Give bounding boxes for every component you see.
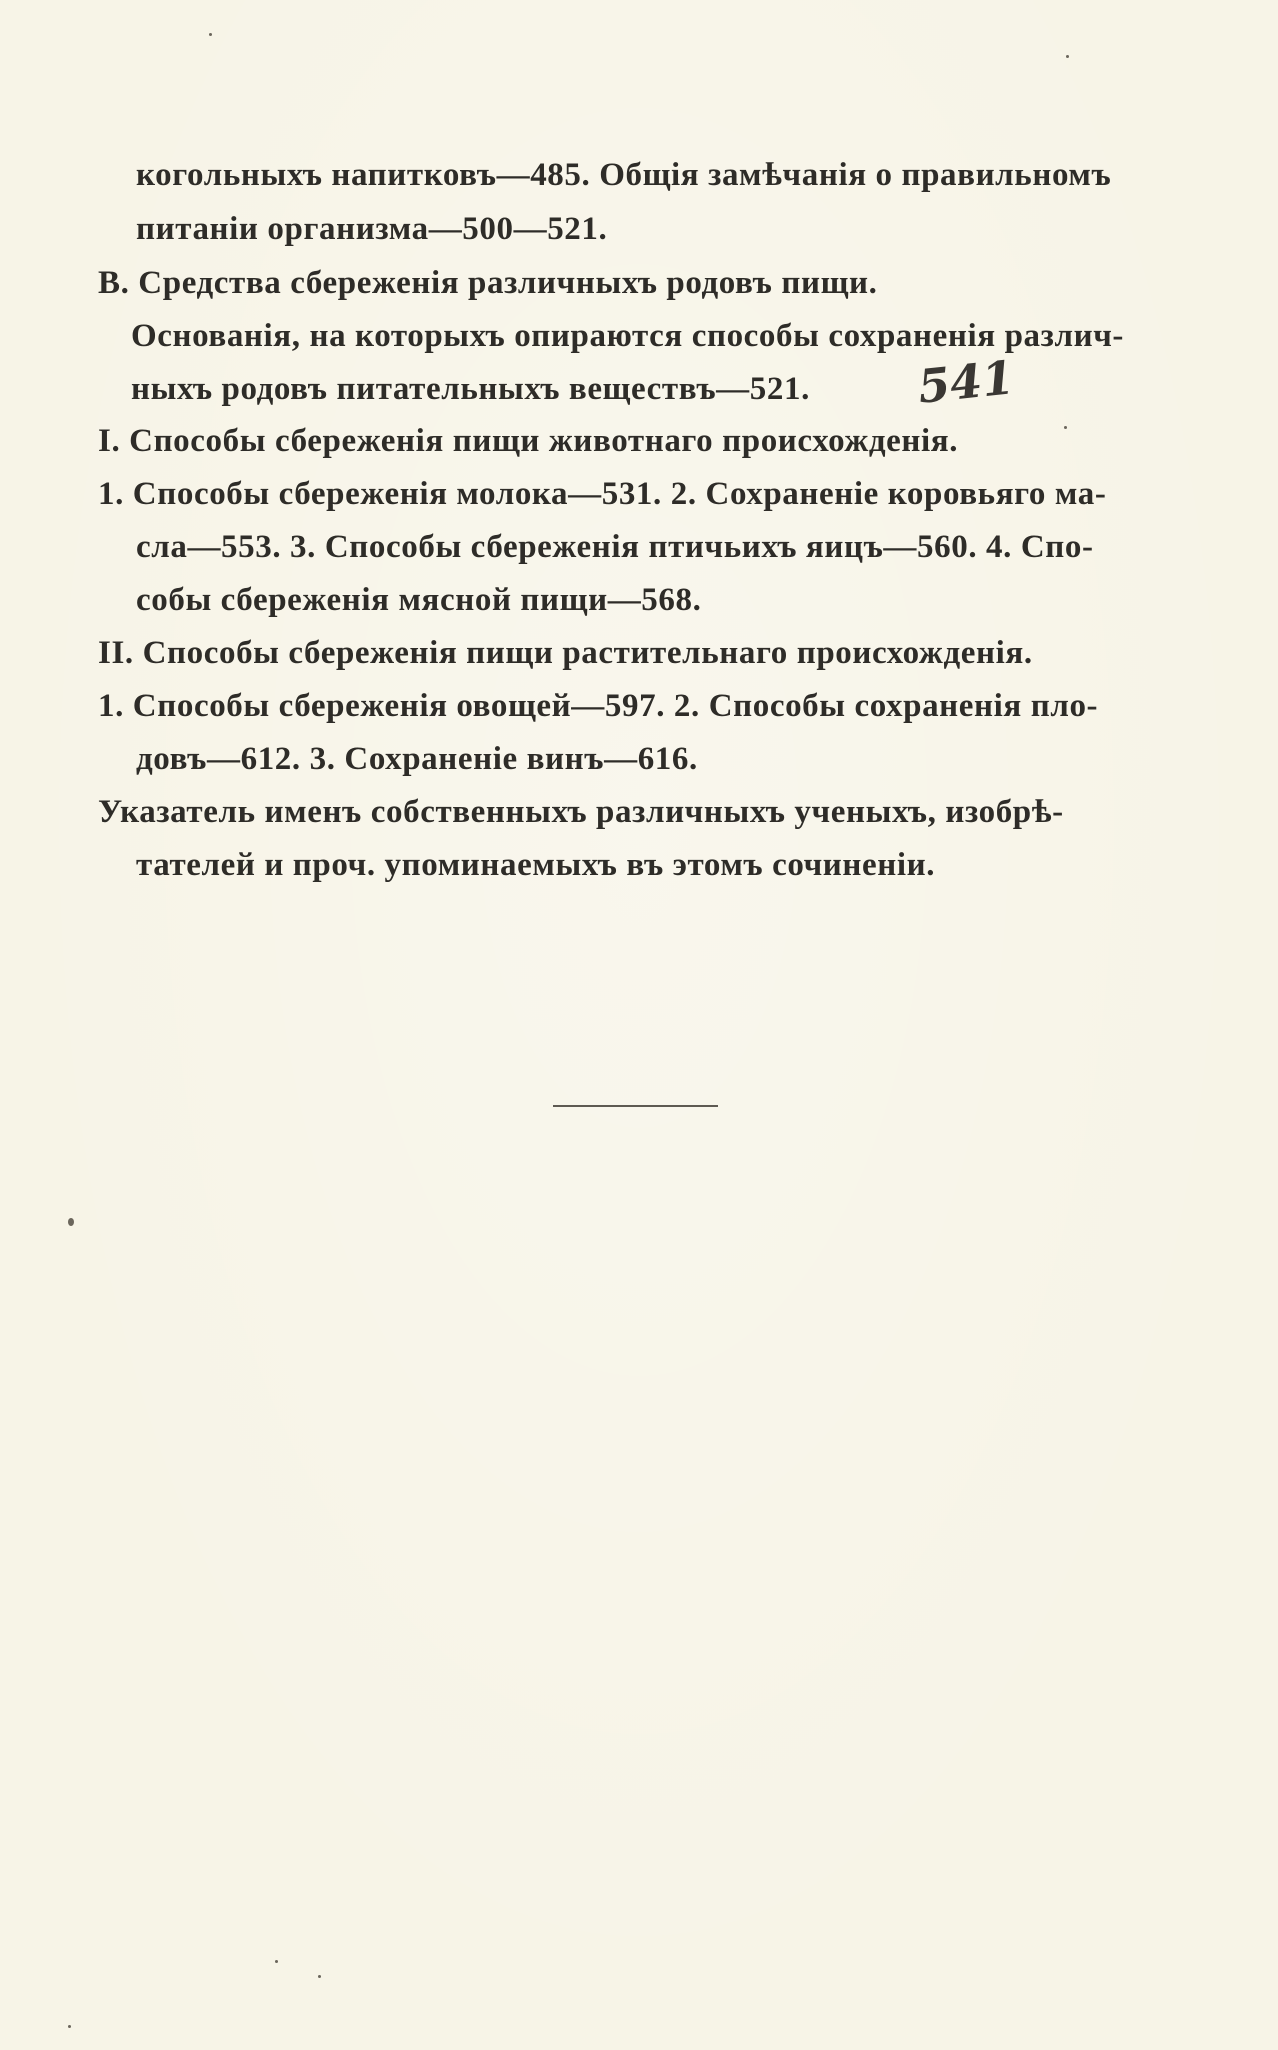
text-line-12: довъ—612. 3. Сохраненіе винъ—616. (136, 741, 698, 777)
text-line-9: собы сбереженія мясной пищи—568. (136, 582, 702, 618)
subsection-heading-i: I. Способы сбереженія пищи животнаго происхожденія. (98, 423, 959, 459)
ink-speck (68, 2025, 71, 2028)
ink-speck (209, 33, 212, 36)
text-line-2: питаніи организма—500—521. (136, 211, 608, 247)
text-line-4: Основанія, на которыхъ опираются способы сохраненія различ- (131, 318, 1125, 354)
section-heading-v: В. Средства сбереженія различныхъ родовъ пищи. (98, 265, 878, 301)
index-entry-line-2: тателей и проч. упоминаемыхъ въ этомъ сочиненіи. (136, 847, 936, 883)
ink-speck (1066, 55, 1069, 58)
ink-speck (318, 1975, 321, 1978)
ink-speck (275, 1960, 278, 1963)
closing-rule (553, 1105, 718, 1107)
subsection-heading-ii: II. Способы сбереженія пищи растительнаго происхожденія. (98, 635, 1033, 671)
text-line-7: 1. Способы сбереженія молока—531. 2. Сохраненіе коровьяго ма- (98, 476, 1107, 512)
ink-speck (1064, 426, 1067, 429)
text-line-1: когольныхъ напитковъ—485. Общія замѣчанія о правильномъ (136, 157, 1112, 193)
text-line-5: ныхъ родовъ питательныхъ веществъ—521. (131, 371, 810, 407)
ink-speck (68, 1218, 74, 1226)
index-entry-line-1: Указатель именъ собственныхъ различныхъ ученыхъ, изобрѣ- (98, 794, 1064, 830)
text-line-8: сла—553. 3. Способы сбереженія птичьихъ яицъ—560. 4. Спо- (136, 529, 1094, 565)
handwritten-page-number: 541 (915, 350, 1017, 414)
text-line-11: 1. Способы сбереженія овощей—597. 2. Способы сохраненія пло- (98, 688, 1099, 724)
